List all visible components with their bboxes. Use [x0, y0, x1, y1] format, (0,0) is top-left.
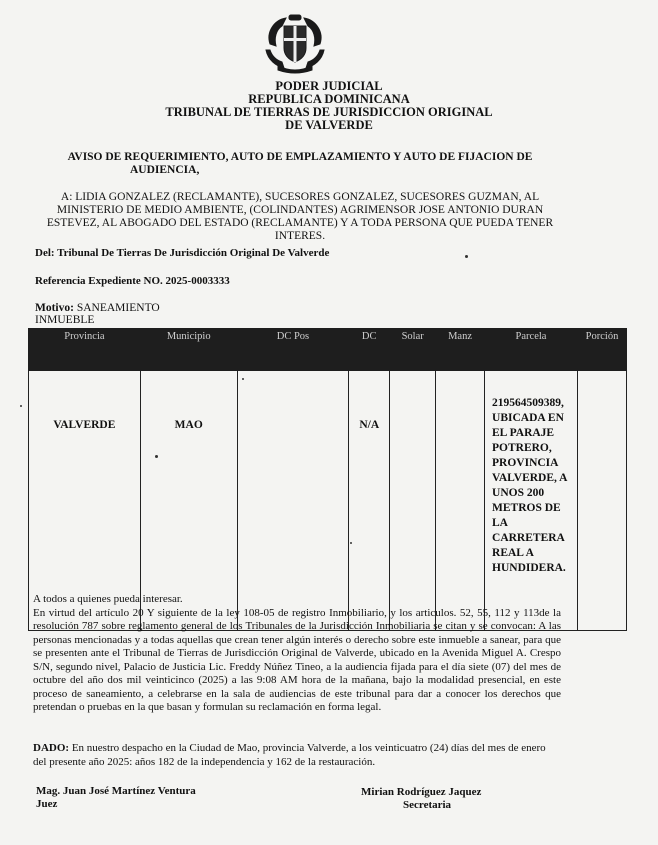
col-header-municipio: Municipio — [140, 329, 237, 371]
col-header-dc: DC — [349, 329, 390, 371]
cell-provincia: VALVERDE — [29, 371, 141, 631]
judge-title: Juez — [36, 798, 58, 810]
header-line-4: DE VALVERDE — [285, 118, 373, 132]
table-header-row — [29, 329, 627, 371]
cell-dc-pos — [237, 371, 349, 631]
from-line: Del: Tribunal De Tierras De Jurisdicción Original De Valverde — [35, 247, 330, 259]
scan-speck — [20, 405, 22, 407]
notice-title-line-1: AVISO DE REQUERIMIENTO, AUTO DE EMPLAZAMIENTO Y AUTO DE FIJACION DE — [67, 151, 533, 163]
court-header — [0, 80, 658, 132]
property-table — [28, 328, 627, 631]
secretary-title: Secretaria — [403, 799, 452, 811]
col-header-parcela: Parcela — [485, 329, 578, 371]
motivo-block — [35, 302, 160, 326]
secretary-signature — [361, 786, 481, 812]
cell-municipio: MAO — [140, 371, 237, 631]
col-header-porcion: Porción — [577, 329, 626, 371]
motivo-label: Motivo: — [35, 302, 74, 314]
notice-title-line-2: AUDIENCIA, — [130, 164, 200, 176]
dado-label: DADO: — [33, 742, 70, 754]
scan-speck — [350, 542, 352, 544]
motivo-value-2: INMUEBLE — [35, 314, 95, 326]
greeting: A todos a quienes pueda interesar. — [33, 593, 183, 605]
cell-parcela — [485, 371, 578, 631]
cell-porcion — [577, 371, 626, 631]
judge-signature — [36, 785, 196, 811]
citation-paragraph: En virtud del artículo 20 Y siguiente de la ley 108-05 de registro Inmobiliario, y los articulos. 52, 55, 112 y 113de la resolución 787 sobre reglamento general de los Tribunales de la Jurisdicción Inmobiliaria se citan y se convocan: A las personas mencionadas y a todas aquellas que crean tener algún interés o derecho sobre este inmueble a sanear, para que se presenten ante el Tribunal de Tierras de Jurisdicción Original de Valverde, ubicado en la Avenida Miguel A. Crespo S/N, segundo nivel, Palacio de Justicia Lic. Freddy Núñez Tineo, a la audiencia fijada para el día siete (07) del mes de octubre del año dos mil veinticinco (2025) a las 9:08 AM hora de la mañana, bajo la modalidad presencial, en este proceso de saneamiento, a celebrarse en la sala de audiencias de este tribunal para dar a conocer los derechos que pretendan o pruebas en la que basan y formulan su reclamación en forma legal. — [33, 606, 561, 713]
parcela-text: 219564509389, UBICADA EN EL PARAJE POTRERO, PROVINCIA VALVERDE, A UNOS 200 METROS DE LA CARRETERA REAL A HUNDIDERA. — [492, 397, 567, 574]
col-header-solar: Solar — [390, 329, 436, 371]
scan-speck — [242, 378, 244, 380]
body-text — [33, 593, 561, 715]
judge-name: Mag. Juan José Martínez Ventura — [36, 785, 196, 797]
reference-line: Referencia Expediente NO. 2025-0003333 — [35, 275, 230, 287]
coat-of-arms-icon — [262, 14, 328, 74]
cell-solar — [390, 371, 436, 631]
header-line-2: REPUBLICA DOMINICANA — [248, 92, 410, 106]
scan-speck — [465, 255, 468, 258]
col-header-manz: Manz — [436, 329, 485, 371]
secretary-name: Mirian Rodríguez Jaquez — [361, 786, 482, 798]
scan-speck — [155, 455, 158, 458]
addressee-text: A: LIDIA GONZALEZ (RECLAMANTE), SUCESORES GONZALEZ, SUCESORES GUZMAN, AL MINISTERIO DE MEDIO AMBIENTE, (COLINDANTES) AGRIMENSOR JOSE ANTONIO DURAN ESTEVEZ, AL ABOGADO DEL ESTADO (RECLAMANTE) Y A TODA PERSONA QUE PUEDA TENER INTERES. — [46, 191, 554, 242]
col-header-dc-pos: DC Pos — [237, 329, 349, 371]
cell-manz — [436, 371, 485, 631]
cell-dc: N/A — [349, 371, 390, 631]
dado-paragraph — [33, 742, 561, 769]
motivo-value-1: SANEAMIENTO — [76, 302, 160, 314]
dado-text: En nuestro despacho en la Ciudad de Mao, provincia Valverde, a los veinticuatro (24) días del mes de enero del presente año 2025: años 182 de la independencia y 162 de la restauración. — [33, 742, 546, 768]
header-line-3: TRIBUNAL DE TIERRAS DE JURISDICCION ORIGINAL — [165, 105, 493, 119]
col-header-provincia: Provincia — [29, 329, 141, 371]
header-line-1: PODER JUDICIAL — [275, 79, 383, 93]
table-row — [29, 371, 627, 631]
